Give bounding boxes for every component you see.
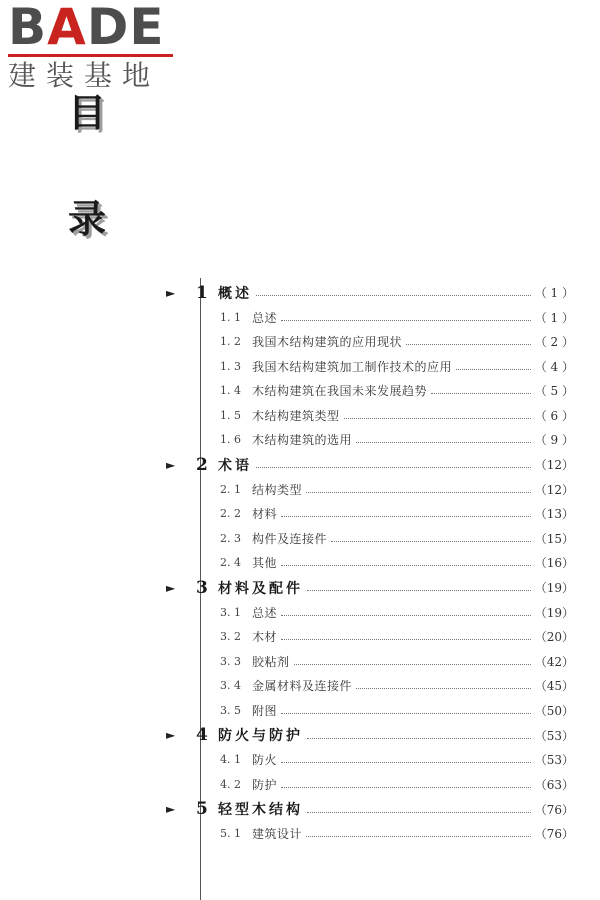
logo-subtitle: 建装基地	[8, 59, 161, 92]
page-number: （12）	[534, 482, 574, 497]
section-number: 3. 5	[220, 703, 241, 717]
toc-section-row[interactable]	[162, 428, 574, 453]
section-number: 1. 2	[220, 335, 241, 349]
toc-section-row[interactable]	[162, 354, 574, 379]
chapter-arrow-icon: ►	[166, 457, 176, 472]
toc-section-row[interactable]	[162, 698, 574, 723]
toc-chapter-row[interactable]	[162, 280, 574, 305]
section-number: 1. 5	[220, 408, 241, 422]
chapter-number: 4	[196, 725, 208, 745]
section-title: 木结构建筑类型	[252, 408, 340, 423]
page-number: （16）	[534, 556, 574, 571]
section-number: 4. 2	[220, 777, 241, 791]
section-title: 总述	[252, 310, 278, 325]
page-number: （76）	[534, 802, 574, 817]
toc-section-row[interactable]	[162, 305, 574, 330]
page-number: （ 9 ）	[534, 433, 574, 448]
leader-dots	[307, 812, 531, 813]
section-title: 构件及连接件	[252, 531, 328, 546]
section-number: 1. 3	[220, 359, 241, 373]
toc-section-row[interactable]	[162, 403, 574, 428]
section-title: 金属材料及连接件	[252, 679, 353, 694]
section-number: 3. 2	[220, 630, 241, 644]
toc-section-row[interactable]	[162, 502, 574, 527]
section-title: 总述	[252, 605, 278, 620]
leader-dots	[431, 393, 531, 394]
chapter-title: 防火与防护	[218, 728, 303, 744]
chapter-arrow-icon: ►	[166, 802, 176, 816]
page-number: （13）	[534, 507, 574, 522]
leader-dots	[281, 320, 531, 321]
toc-chapter-row[interactable]	[162, 575, 574, 600]
section-title: 胶粘剂	[252, 654, 290, 669]
leader-dots	[281, 516, 531, 517]
section-title: 我国木结构建筑加工制作技术的应用	[252, 359, 453, 374]
page-number: （20）	[534, 630, 574, 645]
toc-section-row[interactable]	[162, 600, 574, 625]
leader-dots	[281, 565, 531, 566]
chapter-number: 5	[196, 799, 208, 819]
page-number: （ 4 ）	[534, 359, 574, 374]
chapter-title: 术语	[218, 457, 252, 474]
leader-dots	[306, 492, 531, 493]
page-number: （45）	[534, 679, 574, 694]
page-number: （12）	[534, 458, 574, 472]
section-number: 1. 4	[220, 384, 241, 398]
leader-dots	[281, 713, 531, 714]
section-title: 木材	[252, 630, 278, 645]
section-title: 木结构建筑的选用	[252, 433, 353, 448]
section-title: 材料	[252, 507, 278, 522]
page-number: （ 5 ）	[534, 384, 574, 399]
page-number: （53）	[534, 753, 574, 768]
toc-section-row[interactable]	[162, 674, 574, 699]
section-number: 3. 1	[220, 605, 241, 619]
chapter-title: 概述	[218, 285, 252, 302]
toc-section-row[interactable]	[162, 526, 574, 551]
logo-wordmark: BADE	[8, 0, 165, 56]
section-number: 1. 6	[220, 433, 241, 447]
page-number: （76）	[534, 827, 574, 842]
chapter-arrow-icon: ►	[166, 580, 176, 595]
section-number: 2. 4	[220, 556, 241, 570]
section-number: 3. 3	[220, 654, 241, 668]
page-number: （19）	[534, 605, 574, 620]
toc-section-row[interactable]	[162, 330, 574, 355]
section-title: 建筑设计	[252, 827, 303, 842]
leader-dots	[256, 467, 531, 468]
section-number: 3. 4	[220, 679, 241, 693]
leader-dots	[356, 442, 531, 443]
toc-section-row[interactable]	[162, 551, 574, 576]
chapter-arrow-icon: ►	[166, 285, 176, 300]
section-title: 防护	[252, 777, 278, 792]
section-number: 2. 2	[220, 507, 241, 521]
chapter-title: 材料及配件	[218, 580, 303, 597]
heading-char-2: 录	[68, 197, 107, 241]
page-number: （ 1 ）	[534, 286, 574, 300]
leader-dots	[281, 787, 531, 788]
leader-dots	[294, 664, 531, 665]
toc-section-row[interactable]	[162, 477, 574, 502]
section-title: 附图	[252, 703, 278, 718]
leader-dots	[331, 541, 531, 542]
page-number: （42）	[534, 654, 574, 669]
leader-dots	[281, 762, 531, 763]
toc-section-row[interactable]	[162, 625, 574, 650]
leader-dots	[281, 639, 531, 640]
leader-dots	[256, 295, 531, 296]
toc-chapter-row[interactable]	[162, 797, 574, 822]
leader-dots	[306, 836, 531, 837]
table-of-contents	[162, 280, 574, 846]
page-number: （15）	[534, 531, 574, 546]
section-title: 防火	[252, 753, 278, 768]
section-number: 2. 3	[220, 531, 241, 545]
section-title: 其他	[252, 556, 278, 571]
brand-logo	[8, 2, 178, 91]
section-title: 木结构建筑在我国未来发展趋势	[252, 384, 428, 399]
page-number: （ 2 ）	[534, 335, 574, 350]
leader-dots	[456, 369, 531, 370]
page-number: （50）	[534, 703, 574, 718]
toc-chapter-row[interactable]	[162, 452, 574, 477]
section-title: 我国木结构建筑的应用现状	[252, 335, 403, 350]
toc-chapter-row[interactable]	[162, 723, 574, 748]
chapter-number: 2	[196, 454, 208, 475]
leader-dots	[344, 418, 531, 419]
page-number: （ 1 ）	[534, 310, 574, 325]
leader-dots	[281, 615, 531, 616]
page-number: （63）	[534, 777, 574, 792]
toc-section-row[interactable]	[162, 772, 574, 797]
toc-section-row[interactable]	[162, 822, 574, 847]
chapter-number: 3	[196, 577, 208, 598]
section-number: 2. 1	[220, 482, 241, 496]
page-number: （53）	[534, 728, 574, 743]
toc-section-row[interactable]	[162, 379, 574, 404]
toc-section-row[interactable]	[162, 748, 574, 773]
leader-dots	[356, 688, 531, 689]
toc-section-row[interactable]	[162, 649, 574, 674]
section-number: 1. 1	[220, 310, 241, 324]
section-title: 结构类型	[252, 482, 303, 497]
chapter-number: 1	[196, 282, 208, 303]
section-number: 4. 1	[220, 753, 241, 767]
section-number: 5. 1	[220, 827, 241, 841]
chapter-arrow-icon: ►	[166, 728, 176, 742]
heading-char-1: 目	[68, 91, 107, 135]
leader-dots	[307, 590, 531, 591]
chapter-title: 轻型木结构	[218, 802, 303, 818]
leader-dots	[406, 344, 531, 345]
page-number: （19）	[534, 581, 574, 595]
leader-dots	[307, 738, 531, 739]
page-number: （ 6 ）	[534, 408, 574, 423]
